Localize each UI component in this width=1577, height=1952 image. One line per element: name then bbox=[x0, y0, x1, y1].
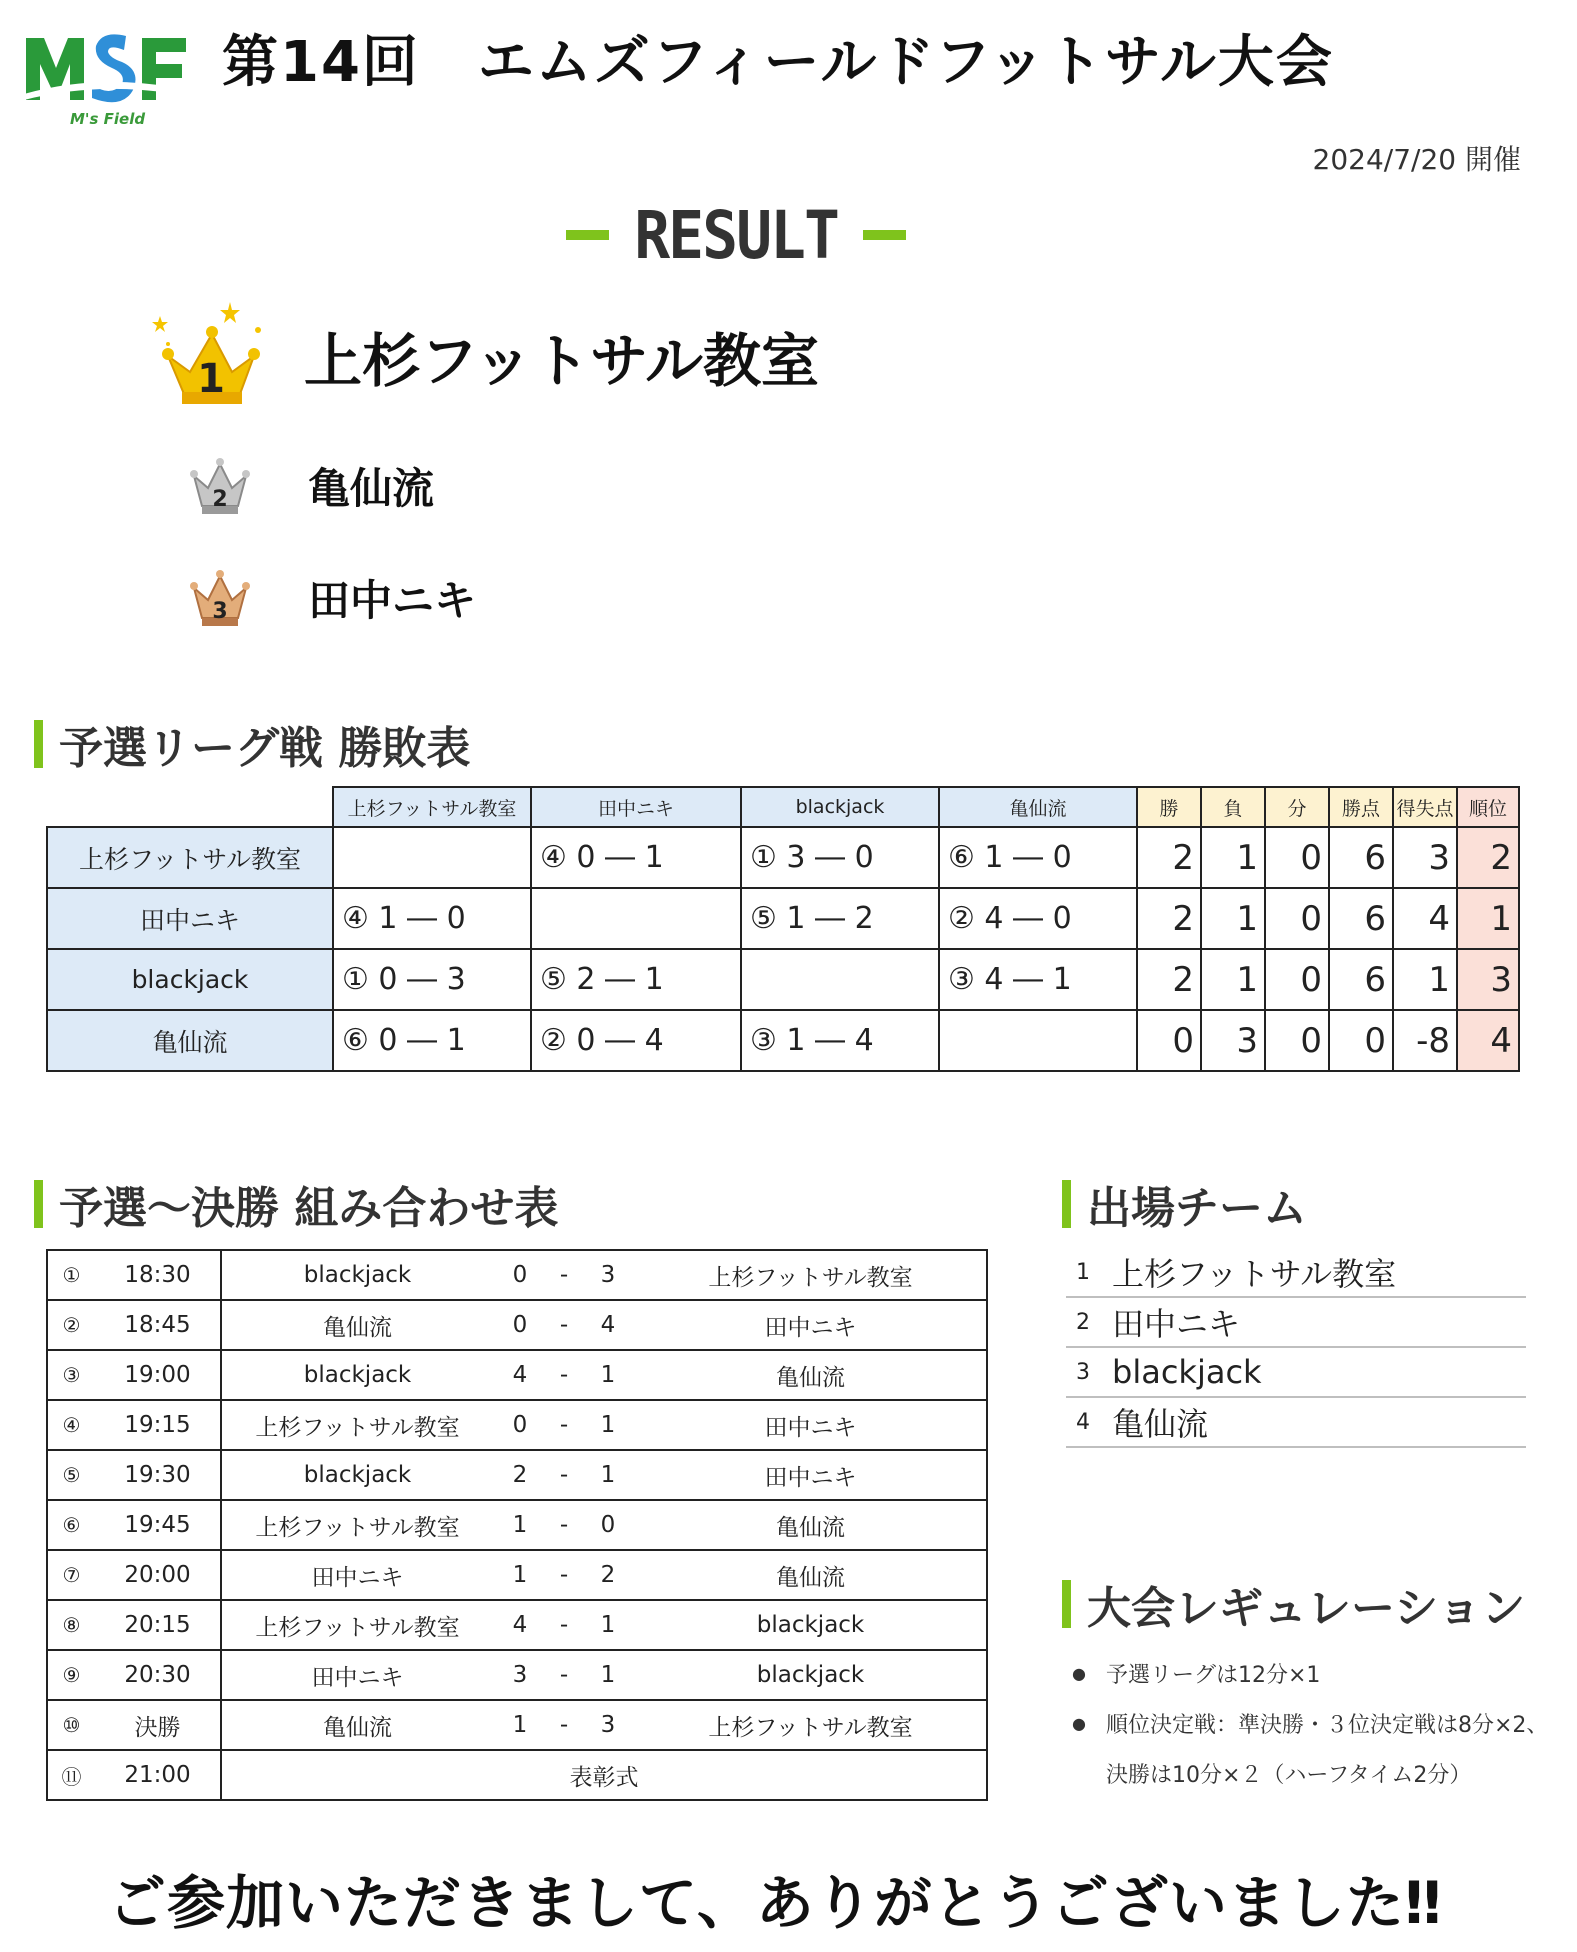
match-time: 決勝 bbox=[95, 1700, 221, 1750]
away-team: 上杉フットサル教室 bbox=[635, 1250, 987, 1300]
score-dash: - bbox=[547, 1450, 581, 1500]
section-marker bbox=[1062, 1580, 1071, 1628]
goal-diff-cell: 1 bbox=[1393, 949, 1457, 1010]
score-cell: ① 3 ― 0 bbox=[741, 827, 939, 888]
result-heading bbox=[566, 196, 906, 274]
table-row bbox=[47, 1400, 987, 1450]
goal-diff-cell: 3 bbox=[1393, 827, 1457, 888]
home-team: 亀仙流 bbox=[221, 1700, 493, 1750]
list-item bbox=[1072, 1648, 1548, 1698]
match-number: ② bbox=[47, 1300, 95, 1350]
list-item bbox=[1066, 1398, 1526, 1448]
score-cell: ③ 4 ― 1 bbox=[939, 949, 1137, 1010]
third-place-team: 田中ニキ bbox=[308, 576, 477, 625]
regulation-section-title bbox=[1062, 1572, 1525, 1636]
schedule-title-text: 予選〜決勝 組み合わせ表 bbox=[59, 1183, 559, 1234]
match-time: 19:30 bbox=[95, 1450, 221, 1500]
col-header-goal-diff: 得失点 bbox=[1393, 787, 1457, 827]
regulation-text: 順位決定戦：準決勝・３位決定戦は8分×2、 bbox=[1106, 1712, 1549, 1738]
logo bbox=[22, 20, 190, 135]
score-cell: ⑥ 0 ― 1 bbox=[333, 1010, 531, 1071]
table-row bbox=[47, 1600, 987, 1650]
teams-title-text: 出場チーム bbox=[1087, 1183, 1307, 1234]
table-row bbox=[47, 1300, 987, 1350]
col-header: 田中ニキ bbox=[531, 787, 741, 827]
team-name: 田中ニキ bbox=[1112, 1305, 1241, 1343]
away-team: 上杉フットサル教室 bbox=[635, 1700, 987, 1750]
score-cell bbox=[531, 888, 741, 949]
score-dash: - bbox=[547, 1600, 581, 1650]
away-score: 1 bbox=[581, 1600, 635, 1650]
table-row bbox=[47, 949, 1519, 1010]
match-number: ③ bbox=[47, 1350, 95, 1400]
list-item bbox=[1066, 1348, 1526, 1398]
home-score: 0 bbox=[493, 1400, 547, 1450]
points-cell: 6 bbox=[1329, 949, 1393, 1010]
table-row bbox=[47, 1700, 987, 1750]
away-score: 1 bbox=[581, 1400, 635, 1450]
ceremony-label: 表彰式 bbox=[221, 1750, 987, 1800]
home-team: blackjack bbox=[221, 1250, 493, 1300]
list-item bbox=[1066, 1248, 1526, 1298]
wins-cell: 2 bbox=[1137, 827, 1201, 888]
accent-bar-left bbox=[566, 230, 609, 240]
away-score: 3 bbox=[581, 1700, 635, 1750]
match-number: ⑩ bbox=[47, 1700, 95, 1750]
away-score: 4 bbox=[581, 1300, 635, 1350]
away-team: 田中ニキ bbox=[635, 1400, 987, 1450]
table-row bbox=[47, 1450, 987, 1500]
away-team: 亀仙流 bbox=[635, 1550, 987, 1600]
league-header-row bbox=[47, 787, 1519, 827]
home-score: 3 bbox=[493, 1650, 547, 1700]
score-cell: ② 4 ― 0 bbox=[939, 888, 1137, 949]
rank-cell: 2 bbox=[1457, 827, 1519, 888]
col-header-rank: 順位 bbox=[1457, 787, 1519, 827]
wins-cell: 2 bbox=[1137, 949, 1201, 1010]
header-corner bbox=[47, 787, 333, 827]
away-score: 1 bbox=[581, 1450, 635, 1500]
team-name: blackjack bbox=[1112, 1353, 1262, 1391]
match-number: ① bbox=[47, 1250, 95, 1300]
first-place bbox=[150, 296, 819, 416]
draws-cell: 0 bbox=[1265, 888, 1329, 949]
team-number: 1 bbox=[1076, 1259, 1090, 1285]
score-cell: ② 0 ― 4 bbox=[531, 1010, 741, 1071]
match-time: 19:45 bbox=[95, 1500, 221, 1550]
away-team: 田中ニキ bbox=[635, 1300, 987, 1350]
col-header: blackjack bbox=[741, 787, 939, 827]
draws-cell: 0 bbox=[1265, 827, 1329, 888]
rank-cell: 4 bbox=[1457, 1010, 1519, 1071]
rank-1-number: 1 bbox=[197, 356, 225, 402]
section-marker bbox=[34, 1180, 43, 1228]
logo-subtitle: M's Field bbox=[70, 110, 146, 128]
regulation-text: 予選リーグは12分×1 bbox=[1106, 1662, 1321, 1688]
rank-cell: 1 bbox=[1457, 888, 1519, 949]
away-score: 1 bbox=[581, 1350, 635, 1400]
match-time: 18:45 bbox=[95, 1300, 221, 1350]
score-cell: ③ 1 ― 4 bbox=[741, 1010, 939, 1071]
league-section-title bbox=[34, 712, 470, 776]
table-row bbox=[47, 1500, 987, 1550]
row-team: 亀仙流 bbox=[47, 1010, 333, 1071]
score-dash: - bbox=[547, 1500, 581, 1550]
draws-cell: 0 bbox=[1265, 1010, 1329, 1071]
score-dash: - bbox=[547, 1700, 581, 1750]
home-score: 4 bbox=[493, 1600, 547, 1650]
away-score: 0 bbox=[581, 1500, 635, 1550]
score-cell bbox=[939, 1010, 1137, 1071]
table-row bbox=[47, 1350, 987, 1400]
match-number: ⑧ bbox=[47, 1600, 95, 1650]
league-table bbox=[46, 786, 1520, 1072]
score-cell: ⑤ 1 ― 2 bbox=[741, 888, 939, 949]
losses-cell: 1 bbox=[1201, 827, 1265, 888]
schedule-section-title bbox=[34, 1172, 558, 1236]
col-header-losses: 負 bbox=[1201, 787, 1265, 827]
home-team: blackjack bbox=[221, 1450, 493, 1500]
home-team: 田中ニキ bbox=[221, 1550, 493, 1600]
table-row bbox=[47, 1010, 1519, 1071]
home-score: 4 bbox=[493, 1350, 547, 1400]
score-cell bbox=[333, 827, 531, 888]
score-cell: ④ 1 ― 0 bbox=[333, 888, 531, 949]
home-score: 1 bbox=[493, 1700, 547, 1750]
draws-cell: 0 bbox=[1265, 949, 1329, 1010]
rank-2-number: 2 bbox=[212, 487, 228, 512]
list-item bbox=[1066, 1298, 1526, 1348]
home-score: 1 bbox=[493, 1550, 547, 1600]
losses-cell: 1 bbox=[1201, 888, 1265, 949]
second-place bbox=[188, 454, 434, 518]
score-dash: - bbox=[547, 1350, 581, 1400]
team-name: 亀仙流 bbox=[1112, 1405, 1209, 1443]
match-time: 21:00 bbox=[95, 1750, 221, 1800]
home-score: 1 bbox=[493, 1500, 547, 1550]
bronze-crown-icon bbox=[188, 566, 252, 630]
team-name: 上杉フットサル教室 bbox=[1112, 1255, 1397, 1293]
gold-crown-icon bbox=[150, 296, 270, 416]
table-row bbox=[47, 1550, 987, 1600]
result-heading-text: RESULT bbox=[634, 196, 838, 274]
wins-cell: 0 bbox=[1137, 1010, 1201, 1071]
home-team: 田中ニキ bbox=[221, 1650, 493, 1700]
col-header: 亀仙流 bbox=[939, 787, 1137, 827]
teams-list bbox=[1066, 1248, 1526, 1448]
away-score: 2 bbox=[581, 1550, 635, 1600]
bullet-icon: ● bbox=[1072, 1713, 1086, 1733]
table-row bbox=[47, 1250, 987, 1300]
match-number: ⑨ bbox=[47, 1650, 95, 1700]
away-team: blackjack bbox=[635, 1600, 987, 1650]
thank-you-message: ご参加いただきまして、ありがとうございました‼ bbox=[108, 1869, 1443, 1937]
score-dash: - bbox=[547, 1550, 581, 1600]
row-team: 田中ニキ bbox=[47, 888, 333, 949]
match-time: 18:30 bbox=[95, 1250, 221, 1300]
away-team: 田中ニキ bbox=[635, 1450, 987, 1500]
team-number: 4 bbox=[1076, 1409, 1090, 1435]
col-header-wins: 勝 bbox=[1137, 787, 1201, 827]
home-team: 亀仙流 bbox=[221, 1300, 493, 1350]
event-date: 2024/7/20 開催 bbox=[1312, 143, 1521, 176]
losses-cell: 3 bbox=[1201, 1010, 1265, 1071]
away-team: 亀仙流 bbox=[635, 1500, 987, 1550]
away-team: 亀仙流 bbox=[635, 1350, 987, 1400]
away-score: 3 bbox=[581, 1250, 635, 1300]
regulation-text-continued: 決勝は10分×２（ハーフタイム2分） bbox=[1106, 1762, 1472, 1788]
home-score: 2 bbox=[493, 1450, 547, 1500]
home-score: 0 bbox=[493, 1300, 547, 1350]
goal-diff-cell: -8 bbox=[1393, 1010, 1457, 1071]
home-team: 上杉フットサル教室 bbox=[221, 1400, 493, 1450]
score-dash: - bbox=[547, 1650, 581, 1700]
page-title: 第14回 エムズフィールドフットサル大会 bbox=[222, 30, 1334, 95]
score-dash: - bbox=[547, 1400, 581, 1450]
match-time: 20:30 bbox=[95, 1650, 221, 1700]
points-cell: 6 bbox=[1329, 888, 1393, 949]
score-cell: ④ 0 ― 1 bbox=[531, 827, 741, 888]
col-header: 上杉フットサル教室 bbox=[333, 787, 531, 827]
accent-bar-right bbox=[863, 230, 906, 240]
match-time: 20:15 bbox=[95, 1600, 221, 1650]
home-team: 上杉フットサル教室 bbox=[221, 1600, 493, 1650]
score-cell: ⑥ 1 ― 0 bbox=[939, 827, 1137, 888]
regulation-list bbox=[1072, 1648, 1548, 1798]
first-place-team: 上杉フットサル教室 bbox=[304, 327, 820, 395]
wins-cell: 2 bbox=[1137, 888, 1201, 949]
match-number: ⑦ bbox=[47, 1550, 95, 1600]
losses-cell: 1 bbox=[1201, 949, 1265, 1010]
row-team: 上杉フットサル教室 bbox=[47, 827, 333, 888]
col-header-points: 勝点 bbox=[1329, 787, 1393, 827]
league-title-text: 予選リーグ戦 勝敗表 bbox=[59, 723, 471, 774]
col-header-draws: 分 bbox=[1265, 787, 1329, 827]
list-item bbox=[1072, 1698, 1548, 1748]
points-cell: 0 bbox=[1329, 1010, 1393, 1071]
home-score: 0 bbox=[493, 1250, 547, 1300]
score-cell: ① 0 ― 3 bbox=[333, 949, 531, 1010]
match-number: ⑪ bbox=[47, 1750, 95, 1800]
home-team: blackjack bbox=[221, 1350, 493, 1400]
table-row bbox=[47, 1750, 987, 1800]
score-dash: - bbox=[547, 1250, 581, 1300]
table-row bbox=[47, 827, 1519, 888]
schedule-table bbox=[46, 1249, 988, 1801]
score-cell bbox=[741, 949, 939, 1010]
bullet-icon: ● bbox=[1072, 1663, 1086, 1683]
silver-crown-icon bbox=[188, 454, 252, 518]
score-dash: - bbox=[547, 1300, 581, 1350]
teams-section-title bbox=[1062, 1172, 1307, 1236]
match-number: ④ bbox=[47, 1400, 95, 1450]
team-number: 3 bbox=[1076, 1359, 1090, 1385]
match-number: ⑥ bbox=[47, 1500, 95, 1550]
msf-logo-icon bbox=[22, 20, 190, 112]
home-team: 上杉フットサル教室 bbox=[221, 1500, 493, 1550]
table-row bbox=[47, 1650, 987, 1700]
section-marker bbox=[34, 720, 43, 768]
match-time: 19:15 bbox=[95, 1400, 221, 1450]
away-score: 1 bbox=[581, 1650, 635, 1700]
score-cell: ⑤ 2 ― 1 bbox=[531, 949, 741, 1010]
section-marker bbox=[1062, 1180, 1071, 1228]
match-time: 20:00 bbox=[95, 1550, 221, 1600]
regulation-title-text: 大会レギュレーション bbox=[1087, 1583, 1526, 1634]
second-place-team: 亀仙流 bbox=[308, 464, 435, 513]
match-number: ⑤ bbox=[47, 1450, 95, 1500]
away-team: blackjack bbox=[635, 1650, 987, 1700]
goal-diff-cell: 4 bbox=[1393, 888, 1457, 949]
third-place bbox=[188, 566, 476, 630]
points-cell: 6 bbox=[1329, 827, 1393, 888]
team-number: 2 bbox=[1076, 1309, 1090, 1335]
rank-3-number: 3 bbox=[212, 599, 228, 624]
match-time: 19:00 bbox=[95, 1350, 221, 1400]
row-team: blackjack bbox=[47, 949, 333, 1010]
rank-cell: 3 bbox=[1457, 949, 1519, 1010]
table-row bbox=[47, 888, 1519, 949]
